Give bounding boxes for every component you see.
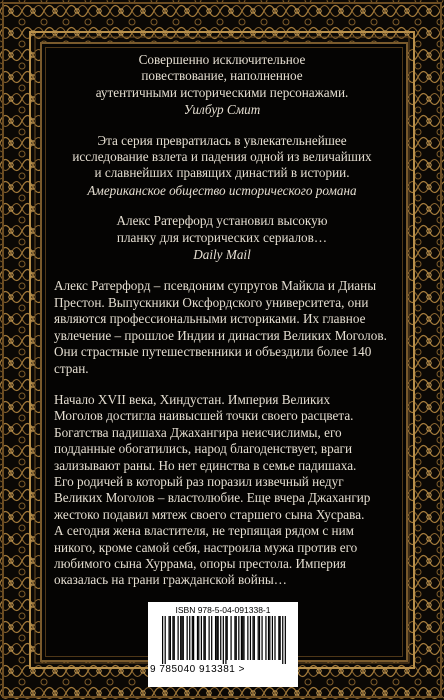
quote-2-line: и славнейших правящих династий в истории. [94,165,350,181]
barcode-bar [162,616,163,664]
barcode-bar [198,616,199,660]
synopsis-line: никого, кроме самой себя, настроила мужа против его [54,539,358,555]
barcode-bar [280,616,281,660]
barcode-bar [220,616,221,660]
barcode-bar [223,616,224,664]
about-author [54,278,390,376]
quote-1 [54,52,390,101]
quote-3-author: Daily Mail [193,247,251,263]
quote-1-line: повествование, наполненное [141,68,303,84]
barcode-bar [215,616,216,660]
barcode-bar [218,616,219,660]
barcode-bar [205,616,206,660]
barcode-bar [203,616,204,660]
isbn-label: ISBN 978-5-04-091338-1 [175,605,271,615]
barcode-bar [192,616,193,660]
quote-2-line: Эта серия превратилась в увлекательнейшее [97,132,347,148]
barcode-bar [230,616,231,660]
barcode-bar [285,616,286,664]
barcode-bar [197,616,198,660]
synopsis-line: А сегодня жена властителя, не терпящая рядом с ним [54,523,355,539]
barcode-bar [174,616,175,660]
barcode-bar [187,616,188,660]
barcode-bar [252,616,253,660]
synopsis-line: Богатства падишаха Джахангира неисчислимы, его [54,424,342,440]
barcode-bar [250,616,251,660]
barcode-bar [268,616,269,660]
barcode-bar [193,616,194,660]
barcode-bar [209,616,210,660]
barcode-bar [211,616,212,660]
barcode-bar [278,616,279,660]
about-line: являются профессиональными историками. Их главное [54,311,366,327]
barcode-box [148,602,298,687]
quote-2-author: Американское общество исторического романа [87,182,357,198]
barcode-bar [269,616,270,660]
synopsis-line: зализывают раны. Но нет единства в семье падишаха. [54,457,357,473]
barcode-bar [227,616,228,660]
barcode-bar [180,616,181,660]
barcode-bar [236,616,237,660]
synopsis-line: Моголов достигла наивысшей точки своего расцвета. [54,408,354,424]
barcode-bar [258,616,259,660]
barcode-bar [265,616,266,660]
barcode-bar [254,616,255,660]
quote-3-line: планку для исторических сериалов… [116,229,328,245]
barcode-bar [259,616,260,660]
barcode-bar [247,616,248,660]
barcode-bar [241,616,242,660]
barcode-bar [243,616,244,660]
barcode-bar [282,616,283,664]
barcode-bar [234,616,235,660]
cover-text [54,52,390,589]
barcode-bar [183,616,184,660]
about-line: Престон. Выпускники Оксфордского университета, они [54,294,369,310]
synopsis-line: подданные обогатились, народ благоденствует, враги [54,441,353,457]
barcode-bar [172,616,173,660]
quote-2 [54,133,390,182]
quote-1-author: Уилбур Смит [183,102,261,118]
barcode-bar [216,616,217,660]
barcode-bar [261,616,262,660]
barcode-bar [238,616,239,660]
synopsis-line: Великих Моголов – властолюбие. Еще вчера Джахангир [54,490,371,506]
barcode-bar [225,616,226,664]
synopsis [54,392,390,589]
barcode-bar [189,616,190,660]
barcode-bar [165,616,166,664]
synopsis-line: Начало XVII века, Хиндустан. Империя Великих [54,391,331,407]
quote-1-line: Совершенно исключительное [138,52,306,67]
barcode-bar [181,616,182,660]
barcode-bar [170,616,171,660]
synopsis-line: оказалась на грани гражданской войны… [54,572,287,588]
quote-1-line: аутентичными историческими персонажами. [95,84,349,100]
quote-3-line: Алекс Ратерфорд установил высокую [116,213,328,229]
about-line: увлечение – прошлое Индии и династия Великих Моголов. [54,327,387,343]
about-line: Алекс Ратерфорд – псевдоним супругов Майкла и Дианы [54,278,377,294]
synopsis-line: любимого сына Хуррама, опоры престола. Империя [54,555,346,571]
quote-2-line: исследование взлета и падения одной из величайших [72,149,372,165]
barcode-bar [274,616,275,660]
barcode-bar [178,616,179,660]
barcode-bar [201,616,202,660]
synopsis-line: жестоко подавил мятеж своего старшего сына Хусрава. [54,506,365,522]
barcode-bar [272,616,273,660]
barcode-bar [168,616,169,660]
quote-3 [54,213,390,246]
about-line: Они страстные путешественники и объездили более 140 стран. [54,344,372,376]
barcode-bars [162,616,286,664]
barcode-digits: 9 785040 913381 > [150,664,245,675]
synopsis-line: Его родичей в который раз поразил извечный недуг [54,473,344,489]
barcode-bar [242,616,243,660]
